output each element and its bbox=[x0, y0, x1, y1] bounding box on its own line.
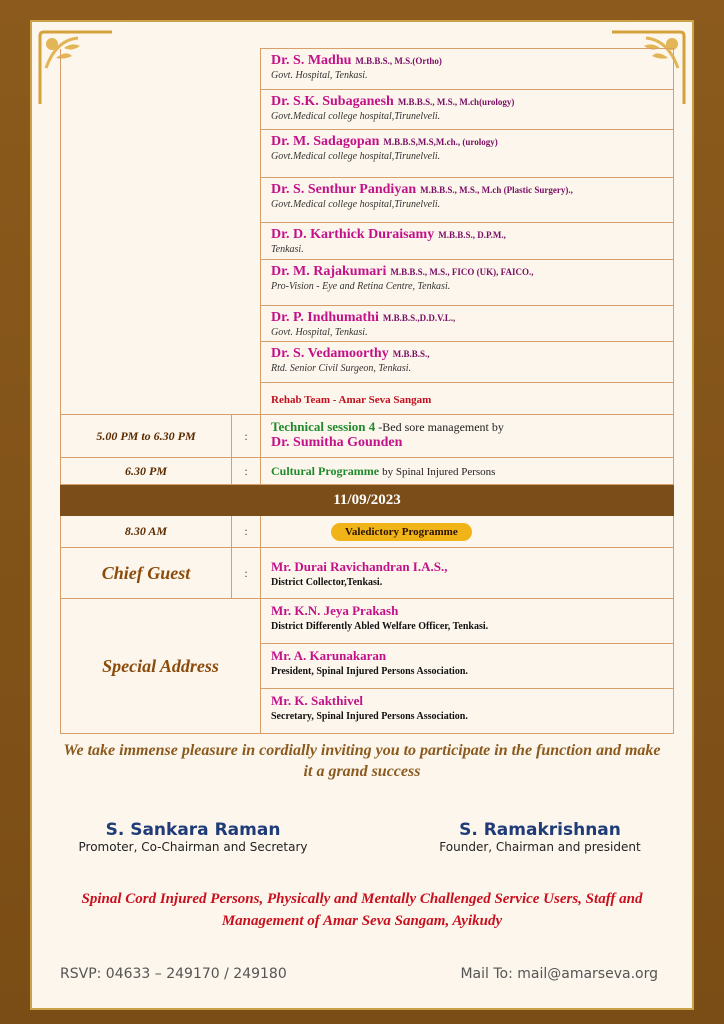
signatory-founder bbox=[405, 820, 675, 854]
rehab-team-entry bbox=[261, 383, 674, 415]
doctor-entry bbox=[261, 223, 674, 260]
speaker-desc: District Differently Abled Welfare Officer, Tenkasi. bbox=[271, 621, 489, 632]
doctor-address: Govt.Medical college hospital,Tirunelveli. bbox=[271, 111, 441, 122]
rsvp-phone: RSVP: 04633 – 249170 / 249180 bbox=[60, 966, 287, 982]
speaker-name: Mr. A. Karunakaran bbox=[271, 648, 387, 663]
chief-guest-label: Chief Guest bbox=[101, 562, 191, 583]
signatory-name: S. Ramakrishnan bbox=[459, 820, 621, 840]
doctor-degree: M.B.B.S., M.S., FICO (UK), FAICO., bbox=[390, 267, 534, 277]
doctor-degree: M.B.B.S., M.S., M.ch(urology) bbox=[397, 97, 515, 107]
doctor-entry bbox=[261, 342, 674, 383]
empty-time-cell bbox=[61, 49, 261, 415]
colon: : bbox=[232, 516, 261, 548]
doctor-address: Govt.Medical college hospital,Tirunelveli. bbox=[271, 199, 441, 210]
signatory-promoter bbox=[58, 820, 328, 854]
doctor-name: Dr. S. Vedamoorthy bbox=[271, 346, 389, 361]
valedictory-cell bbox=[261, 516, 674, 548]
cultural-desc: by Spinal Injured Persons bbox=[382, 466, 496, 478]
speaker-desc: Secretary, Spinal Injured Persons Association. bbox=[271, 711, 468, 722]
doctor-entry bbox=[261, 130, 674, 178]
doctor-address: Rtd. Senior Civil Surgeon, Tenkasi. bbox=[271, 363, 412, 374]
doctor-entry bbox=[261, 90, 674, 130]
doctor-degree: M.B.B.S,M.S,M.ch., (urology) bbox=[383, 137, 498, 147]
signatory-name: S. Sankara Raman bbox=[105, 820, 281, 840]
doctor-name: Dr. P. Indhumathi bbox=[271, 310, 379, 325]
date-label: 11/09/2023 bbox=[61, 485, 674, 516]
session4-time: 5.00 PM to 6.30 PM bbox=[61, 415, 232, 458]
doctor-degree: M.B.B.S.,D.D.V.L., bbox=[382, 313, 456, 323]
special-address-label-cell bbox=[61, 599, 261, 734]
doctor-name: Dr. S.K. Subaganesh bbox=[271, 94, 394, 109]
doctor-entry bbox=[261, 178, 674, 223]
doctor-address: Govt.Medical college hospital,Tirunelveli. bbox=[271, 151, 441, 162]
doctor-address: Pro-Vision - Eye and Retina Centre, Tenkasi. bbox=[271, 281, 451, 292]
cultural-title: Cultural Programme bbox=[271, 464, 380, 478]
speaker-entry bbox=[261, 689, 674, 734]
doctor-name: Dr. M. Rajakumari bbox=[271, 264, 387, 279]
speaker-entry bbox=[261, 599, 674, 644]
session4-title: Technical session 4 bbox=[271, 419, 376, 434]
doctor-address: Govt. Hospital, Tenkasi. bbox=[271, 327, 368, 338]
doctor-degree: M.B.B.S., bbox=[392, 349, 430, 359]
colon: : bbox=[232, 415, 261, 458]
signatory-role: Founder, Chairman and president bbox=[439, 840, 641, 854]
doctor-address: Tenkasi. bbox=[271, 244, 304, 255]
doctor-degree: M.B.B.S., M.S., M.ch (Plastic Surgery)., bbox=[420, 185, 573, 195]
cultural-time: 6.30 PM bbox=[61, 458, 232, 485]
valedictory-badge: Valedictory Programme bbox=[331, 523, 472, 541]
doctor-entry bbox=[261, 49, 674, 90]
programme-table bbox=[60, 48, 674, 734]
signatory-role: Promoter, Co-Chairman and Secretary bbox=[78, 840, 308, 854]
session4-detail bbox=[261, 415, 674, 458]
chief-guest-name: Mr. Durai Ravichandran I.A.S., bbox=[271, 559, 448, 574]
session4-topic: -Bed sore management by bbox=[378, 420, 504, 434]
speaker-desc: President, Spinal Injured Persons Association. bbox=[271, 666, 468, 677]
valedictory-row bbox=[61, 516, 674, 548]
rehab-team-label: Rehab Team - Amar Seva Sangam bbox=[271, 393, 432, 406]
special-address-label: Special Address bbox=[102, 655, 219, 676]
mail-contact[interactable]: Mail To: mail@amarseva.org bbox=[460, 966, 658, 982]
valedictory-time: 8.30 AM bbox=[61, 516, 232, 548]
doctor-degree: M.B.B.S., M.S.(Ortho) bbox=[355, 56, 442, 66]
colon: : bbox=[232, 458, 261, 485]
chief-guest-detail bbox=[261, 548, 674, 599]
session4-row bbox=[61, 415, 674, 458]
colon: : bbox=[232, 548, 261, 599]
chief-guest-label-cell bbox=[61, 548, 232, 599]
doctor-name: Dr. M. Sadagopan bbox=[271, 134, 380, 149]
special-address-row bbox=[61, 599, 674, 644]
cultural-row bbox=[61, 458, 674, 485]
doctor-name: Dr. D. Karthick Duraisamy bbox=[271, 227, 435, 242]
organisation-footer: Spinal Cord Injured Persons, Physically and Mentally Challenged Service Users, Staff and Management of Amar Seva Sangam, Ayikudy bbox=[81, 891, 643, 929]
speaker-name: Mr. K. Sakthivel bbox=[271, 693, 363, 708]
doctor-degree: M.B.B.S., D.P.M., bbox=[438, 230, 506, 240]
session4-speaker: Dr. Sumitha Gounden bbox=[271, 435, 403, 450]
invitation-message: We take immense pleasure in cordially inviting you to participate in the function and make it a grand success bbox=[63, 742, 661, 780]
doctor-address: Govt. Hospital, Tenkasi. bbox=[271, 70, 368, 81]
chief-guest-row bbox=[61, 548, 674, 599]
chief-guest-desc: District Collector,Tenkasi. bbox=[271, 577, 383, 588]
doctor-name: Dr. S. Senthur Pandiyan bbox=[271, 182, 417, 197]
date-band bbox=[61, 485, 674, 516]
speaker-name: Mr. K.N. Jeya Prakash bbox=[271, 603, 399, 618]
doctors-row bbox=[61, 49, 674, 90]
speaker-entry bbox=[261, 644, 674, 689]
doctor-entry bbox=[261, 260, 674, 306]
cultural-detail bbox=[261, 458, 674, 485]
doctor-entry bbox=[261, 306, 674, 342]
doctor-name: Dr. S. Madhu bbox=[271, 53, 352, 68]
